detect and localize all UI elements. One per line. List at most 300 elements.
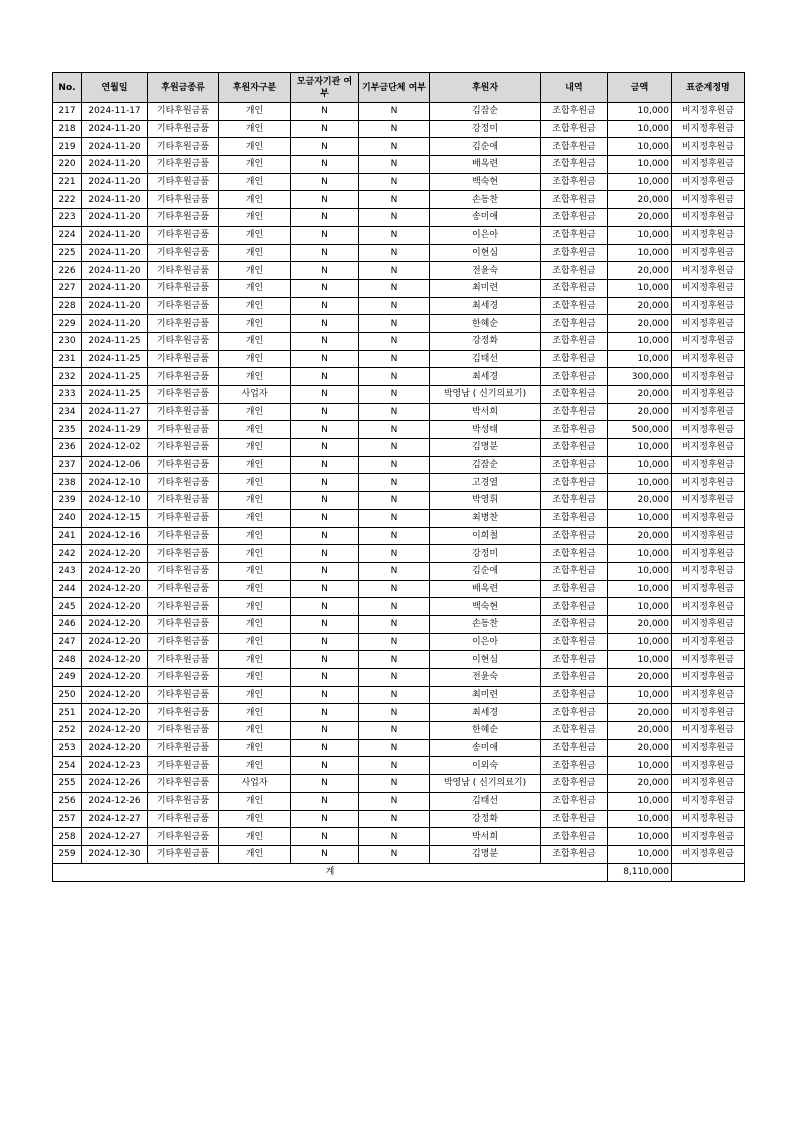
row-fundraiser-flag: N	[291, 191, 359, 209]
row-donation-type: 기타후원금품	[148, 439, 219, 457]
table-row	[53, 509, 745, 527]
table-row	[53, 297, 745, 315]
table-row	[53, 810, 745, 828]
row-description: 조합후원금	[541, 775, 608, 793]
row-description: 조합후원금	[541, 651, 608, 669]
row-fundraiser-flag: N	[291, 615, 359, 633]
row-amount: 20,000	[608, 527, 672, 545]
row-donor-category: 개인	[219, 138, 291, 156]
row-donation-org-flag: N	[359, 775, 430, 793]
row-date: 2024-12-20	[82, 722, 148, 740]
table-row	[53, 103, 745, 121]
row-donation-org-flag: N	[359, 722, 430, 740]
row-amount: 10,000	[608, 350, 672, 368]
row-account-name: 비지정후원금	[672, 686, 745, 704]
row-donation-org-flag: N	[359, 509, 430, 527]
row-date: 2024-12-20	[82, 686, 148, 704]
row-date: 2024-11-20	[82, 279, 148, 297]
row-donor-category: 개인	[219, 209, 291, 227]
row-donation-org-flag: N	[359, 704, 430, 722]
row-number: 225	[53, 244, 82, 262]
row-donor-name: 강정화	[430, 332, 541, 350]
row-amount: 10,000	[608, 828, 672, 846]
row-amount: 10,000	[608, 598, 672, 616]
row-amount: 10,000	[608, 845, 672, 863]
row-donor-category: 개인	[219, 739, 291, 757]
row-date: 2024-11-17	[82, 103, 148, 121]
row-donation-type: 기타후원금품	[148, 297, 219, 315]
row-donor-category: 개인	[219, 350, 291, 368]
row-account-name: 비지정후원금	[672, 615, 745, 633]
row-date: 2024-11-20	[82, 138, 148, 156]
row-donation-org-flag: N	[359, 562, 430, 580]
table-row	[53, 792, 745, 810]
row-donor-category: 개인	[219, 598, 291, 616]
row-fundraiser-flag: N	[291, 810, 359, 828]
row-date: 2024-11-25	[82, 386, 148, 404]
row-donation-org-flag: N	[359, 120, 430, 138]
row-donor-name: 김순애	[430, 138, 541, 156]
row-number: 248	[53, 651, 82, 669]
table-body	[53, 103, 745, 864]
row-donation-org-flag: N	[359, 757, 430, 775]
row-donation-type: 기타후원금품	[148, 562, 219, 580]
row-description: 조합후원금	[541, 492, 608, 510]
row-account-name: 비지정후원금	[672, 527, 745, 545]
row-number: 240	[53, 509, 82, 527]
row-description: 조합후원금	[541, 332, 608, 350]
row-donor-name: 김태선	[430, 792, 541, 810]
row-donation-type: 기타후원금품	[148, 244, 219, 262]
row-donor-name: 백숙현	[430, 173, 541, 191]
row-account-name: 비지정후원금	[672, 191, 745, 209]
row-donation-type: 기타후원금품	[148, 722, 219, 740]
row-account-name: 비지정후원금	[672, 156, 745, 174]
row-number: 228	[53, 297, 82, 315]
row-number: 245	[53, 598, 82, 616]
row-account-name: 비지정후원금	[672, 598, 745, 616]
row-donor-name: 박성태	[430, 421, 541, 439]
table-row	[53, 527, 745, 545]
row-donation-org-flag: N	[359, 598, 430, 616]
table-row	[53, 651, 745, 669]
row-amount: 10,000	[608, 580, 672, 598]
row-amount: 20,000	[608, 615, 672, 633]
row-number: 258	[53, 828, 82, 846]
row-number: 234	[53, 403, 82, 421]
row-account-name: 비지정후원금	[672, 439, 745, 457]
table-row	[53, 156, 745, 174]
row-donor-name: 이외숙	[430, 757, 541, 775]
row-donor-category: 개인	[219, 120, 291, 138]
row-donor-category: 개인	[219, 527, 291, 545]
row-donor-name: 손동찬	[430, 191, 541, 209]
row-donation-type: 기타후원금품	[148, 156, 219, 174]
row-date: 2024-11-20	[82, 262, 148, 280]
row-donor-name: 김명분	[430, 439, 541, 457]
row-donor-name: 최세경	[430, 297, 541, 315]
row-number: 253	[53, 739, 82, 757]
total-label: 계	[53, 863, 608, 881]
row-description: 조합후원금	[541, 598, 608, 616]
row-fundraiser-flag: N	[291, 173, 359, 191]
row-fundraiser-flag: N	[291, 262, 359, 280]
row-number: 223	[53, 209, 82, 227]
row-fundraiser-flag: N	[291, 704, 359, 722]
row-donation-type: 기타후원금품	[148, 509, 219, 527]
row-donation-org-flag: N	[359, 332, 430, 350]
row-fundraiser-flag: N	[291, 279, 359, 297]
row-donor-name: 이은아	[430, 226, 541, 244]
row-date: 2024-12-20	[82, 580, 148, 598]
row-fundraiser-flag: N	[291, 297, 359, 315]
row-description: 조합후원금	[541, 686, 608, 704]
row-number: 256	[53, 792, 82, 810]
row-number: 244	[53, 580, 82, 598]
table-row	[53, 739, 745, 757]
row-date: 2024-12-20	[82, 704, 148, 722]
row-donor-name: 최병찬	[430, 509, 541, 527]
row-account-name: 비지정후원금	[672, 739, 745, 757]
row-account-name: 비지정후원금	[672, 474, 745, 492]
row-donor-name: 이현심	[430, 244, 541, 262]
row-description: 조합후원금	[541, 739, 608, 757]
table-row	[53, 244, 745, 262]
row-amount: 20,000	[608, 403, 672, 421]
row-account-name: 비지정후원금	[672, 279, 745, 297]
row-donor-name: 배옥련	[430, 156, 541, 174]
row-date: 2024-12-06	[82, 456, 148, 474]
row-donation-org-flag: N	[359, 262, 430, 280]
row-amount: 10,000	[608, 509, 672, 527]
row-amount: 300,000	[608, 368, 672, 386]
row-description: 조합후원금	[541, 792, 608, 810]
row-description: 조합후원금	[541, 120, 608, 138]
row-donation-org-flag: N	[359, 739, 430, 757]
row-description: 조합후원금	[541, 456, 608, 474]
row-account-name: 비지정후원금	[672, 226, 745, 244]
row-amount: 10,000	[608, 173, 672, 191]
row-donation-type: 기타후원금품	[148, 262, 219, 280]
row-donation-type: 기타후원금품	[148, 209, 219, 227]
row-donor-name: 백숙현	[430, 598, 541, 616]
row-donation-org-flag: N	[359, 209, 430, 227]
row-account-name: 비지정후원금	[672, 580, 745, 598]
row-donation-org-flag: N	[359, 633, 430, 651]
row-account-name: 비지정후원금	[672, 297, 745, 315]
row-account-name: 비지정후원금	[672, 262, 745, 280]
row-date: 2024-12-20	[82, 669, 148, 687]
row-number: 226	[53, 262, 82, 280]
row-donor-name: 손동찬	[430, 615, 541, 633]
row-donor-name: 박서희	[430, 403, 541, 421]
row-donor-category: 개인	[219, 651, 291, 669]
row-account-name: 비지정후원금	[672, 669, 745, 687]
row-donor-name: 강정화	[430, 810, 541, 828]
row-donor-category: 개인	[219, 103, 291, 121]
row-fundraiser-flag: N	[291, 120, 359, 138]
header-cell: 후원금종류	[148, 73, 219, 103]
row-date: 2024-12-20	[82, 633, 148, 651]
row-fundraiser-flag: N	[291, 722, 359, 740]
row-fundraiser-flag: N	[291, 651, 359, 669]
row-account-name: 비지정후원금	[672, 704, 745, 722]
row-amount: 20,000	[608, 386, 672, 404]
row-date: 2024-11-20	[82, 120, 148, 138]
row-donation-type: 기타후원금품	[148, 686, 219, 704]
row-donor-name: 송미애	[430, 739, 541, 757]
row-description: 조합후원금	[541, 350, 608, 368]
table-row	[53, 279, 745, 297]
row-donor-name: 김순애	[430, 562, 541, 580]
row-donor-name: 최미련	[430, 686, 541, 704]
header-cell: 후원자구분	[219, 73, 291, 103]
row-account-name: 비지정후원금	[672, 509, 745, 527]
table-row	[53, 386, 745, 404]
row-account-name: 비지정후원금	[672, 421, 745, 439]
row-donor-category: 개인	[219, 332, 291, 350]
row-donor-name: 김잠순	[430, 103, 541, 121]
row-account-name: 비지정후원금	[672, 173, 745, 191]
row-donor-category: 개인	[219, 562, 291, 580]
table-row	[53, 262, 745, 280]
row-account-name: 비지정후원금	[672, 315, 745, 333]
row-donation-org-flag: N	[359, 545, 430, 563]
row-description: 조합후원금	[541, 138, 608, 156]
row-donation-type: 기타후원금품	[148, 651, 219, 669]
table-row	[53, 350, 745, 368]
row-date: 2024-11-20	[82, 191, 148, 209]
row-donation-org-flag: N	[359, 792, 430, 810]
row-donor-name: 최세경	[430, 704, 541, 722]
row-description: 조합후원금	[541, 315, 608, 333]
row-description: 조합후원금	[541, 439, 608, 457]
row-donor-category: 개인	[219, 615, 291, 633]
row-description: 조합후원금	[541, 669, 608, 687]
row-donor-category: 개인	[219, 580, 291, 598]
row-donation-type: 기타후원금품	[148, 828, 219, 846]
row-description: 조합후원금	[541, 545, 608, 563]
row-date: 2024-12-27	[82, 828, 148, 846]
row-fundraiser-flag: N	[291, 209, 359, 227]
row-number: 221	[53, 173, 82, 191]
total-empty-cell	[672, 863, 745, 881]
table-row	[53, 775, 745, 793]
row-donor-category: 개인	[219, 173, 291, 191]
row-description: 조합후원금	[541, 828, 608, 846]
row-donor-name: 이은아	[430, 633, 541, 651]
row-amount: 10,000	[608, 120, 672, 138]
row-description: 조합후원금	[541, 580, 608, 598]
row-fundraiser-flag: N	[291, 421, 359, 439]
row-date: 2024-12-20	[82, 598, 148, 616]
row-donation-org-flag: N	[359, 615, 430, 633]
row-donor-name: 강정미	[430, 120, 541, 138]
table-row	[53, 722, 745, 740]
row-date: 2024-12-15	[82, 509, 148, 527]
row-description: 조합후원금	[541, 209, 608, 227]
row-number: 237	[53, 456, 82, 474]
row-description: 조합후원금	[541, 297, 608, 315]
row-donation-org-flag: N	[359, 315, 430, 333]
row-donor-category: 개인	[219, 439, 291, 457]
row-fundraiser-flag: N	[291, 156, 359, 174]
header-cell: 내역	[541, 73, 608, 103]
row-donation-type: 기타후원금품	[148, 492, 219, 510]
row-fundraiser-flag: N	[291, 226, 359, 244]
row-account-name: 비지정후원금	[672, 757, 745, 775]
row-number: 257	[53, 810, 82, 828]
header-cell: 모금자기관 여부	[291, 73, 359, 103]
row-description: 조합후원금	[541, 386, 608, 404]
row-amount: 10,000	[608, 226, 672, 244]
row-fundraiser-flag: N	[291, 439, 359, 457]
row-amount: 10,000	[608, 757, 672, 775]
row-donor-name: 강정미	[430, 545, 541, 563]
row-fundraiser-flag: N	[291, 350, 359, 368]
row-account-name: 비지정후원금	[672, 792, 745, 810]
table-row	[53, 562, 745, 580]
row-account-name: 비지정후원금	[672, 368, 745, 386]
row-donor-category: 개인	[219, 456, 291, 474]
row-fundraiser-flag: N	[291, 386, 359, 404]
row-account-name: 비지정후원금	[672, 350, 745, 368]
row-date: 2024-11-25	[82, 368, 148, 386]
row-description: 조합후원금	[541, 633, 608, 651]
row-amount: 10,000	[608, 633, 672, 651]
row-donation-org-flag: N	[359, 421, 430, 439]
table-row	[53, 138, 745, 156]
row-amount: 20,000	[608, 191, 672, 209]
row-description: 조합후원금	[541, 403, 608, 421]
row-donor-name: 최세경	[430, 368, 541, 386]
row-donor-name: 한혜순	[430, 722, 541, 740]
row-donor-category: 개인	[219, 262, 291, 280]
row-donation-org-flag: N	[359, 279, 430, 297]
row-fundraiser-flag: N	[291, 138, 359, 156]
row-donation-type: 기타후원금품	[148, 315, 219, 333]
header-cell: 금액	[608, 73, 672, 103]
row-description: 조합후원금	[541, 156, 608, 174]
row-date: 2024-12-26	[82, 775, 148, 793]
row-number: 241	[53, 527, 82, 545]
row-number: 246	[53, 615, 82, 633]
row-donation-org-flag: N	[359, 297, 430, 315]
row-number: 222	[53, 191, 82, 209]
row-donation-org-flag: N	[359, 439, 430, 457]
row-account-name: 비지정후원금	[672, 545, 745, 563]
table-row	[53, 120, 745, 138]
row-donor-category: 개인	[219, 686, 291, 704]
row-date: 2024-11-25	[82, 350, 148, 368]
row-fundraiser-flag: N	[291, 845, 359, 863]
row-account-name: 비지정후원금	[672, 651, 745, 669]
row-fundraiser-flag: N	[291, 474, 359, 492]
row-amount: 20,000	[608, 704, 672, 722]
row-donation-type: 기타후원금품	[148, 669, 219, 687]
row-account-name: 비지정후원금	[672, 386, 745, 404]
row-date: 2024-12-20	[82, 739, 148, 757]
row-donor-category: 개인	[219, 845, 291, 863]
row-donor-category: 개인	[219, 297, 291, 315]
row-fundraiser-flag: N	[291, 103, 359, 121]
row-account-name: 비지정후원금	[672, 209, 745, 227]
row-account-name: 비지정후원금	[672, 722, 745, 740]
row-date: 2024-12-02	[82, 439, 148, 457]
row-amount: 10,000	[608, 810, 672, 828]
table-row	[53, 173, 745, 191]
row-amount: 10,000	[608, 686, 672, 704]
row-fundraiser-flag: N	[291, 739, 359, 757]
row-number: 219	[53, 138, 82, 156]
row-date: 2024-12-16	[82, 527, 148, 545]
row-description: 조합후원금	[541, 722, 608, 740]
row-account-name: 비지정후원금	[672, 332, 745, 350]
table-row	[53, 845, 745, 863]
row-donation-org-flag: N	[359, 138, 430, 156]
row-account-name: 비지정후원금	[672, 120, 745, 138]
row-donation-org-flag: N	[359, 103, 430, 121]
table-row	[53, 757, 745, 775]
table-row	[53, 615, 745, 633]
header-row	[53, 73, 745, 103]
row-account-name: 비지정후원금	[672, 828, 745, 846]
row-description: 조합후원금	[541, 562, 608, 580]
row-description: 조합후원금	[541, 845, 608, 863]
row-donation-org-flag: N	[359, 845, 430, 863]
table-row	[53, 598, 745, 616]
row-description: 조합후원금	[541, 527, 608, 545]
row-donor-category: 개인	[219, 244, 291, 262]
row-number: 247	[53, 633, 82, 651]
row-date: 2024-11-27	[82, 403, 148, 421]
row-donation-org-flag: N	[359, 368, 430, 386]
row-account-name: 비지정후원금	[672, 103, 745, 121]
row-fundraiser-flag: N	[291, 598, 359, 616]
row-amount: 20,000	[608, 297, 672, 315]
row-donation-type: 기타후원금품	[148, 545, 219, 563]
row-description: 조합후원금	[541, 509, 608, 527]
row-description: 조합후원금	[541, 262, 608, 280]
row-donation-type: 기타후원금품	[148, 350, 219, 368]
row-fundraiser-flag: N	[291, 456, 359, 474]
row-number: 233	[53, 386, 82, 404]
row-amount: 20,000	[608, 739, 672, 757]
row-donor-category: 개인	[219, 315, 291, 333]
row-donation-type: 기타후원금품	[148, 810, 219, 828]
row-donor-name: 고경열	[430, 474, 541, 492]
row-amount: 10,000	[608, 138, 672, 156]
row-amount: 20,000	[608, 775, 672, 793]
table-row	[53, 209, 745, 227]
row-donation-org-flag: N	[359, 156, 430, 174]
row-amount: 500,000	[608, 421, 672, 439]
row-donor-name: 박영남 ( 신기의료기)	[430, 386, 541, 404]
row-donation-type: 기타후원금품	[148, 704, 219, 722]
row-fundraiser-flag: N	[291, 669, 359, 687]
row-donation-org-flag: N	[359, 474, 430, 492]
row-number: 255	[53, 775, 82, 793]
row-number: 220	[53, 156, 82, 174]
row-amount: 10,000	[608, 651, 672, 669]
row-fundraiser-flag: N	[291, 686, 359, 704]
row-account-name: 비지정후원금	[672, 403, 745, 421]
table-row	[53, 633, 745, 651]
row-fundraiser-flag: N	[291, 509, 359, 527]
row-donation-org-flag: N	[359, 226, 430, 244]
row-number: 250	[53, 686, 82, 704]
table-row	[53, 191, 745, 209]
